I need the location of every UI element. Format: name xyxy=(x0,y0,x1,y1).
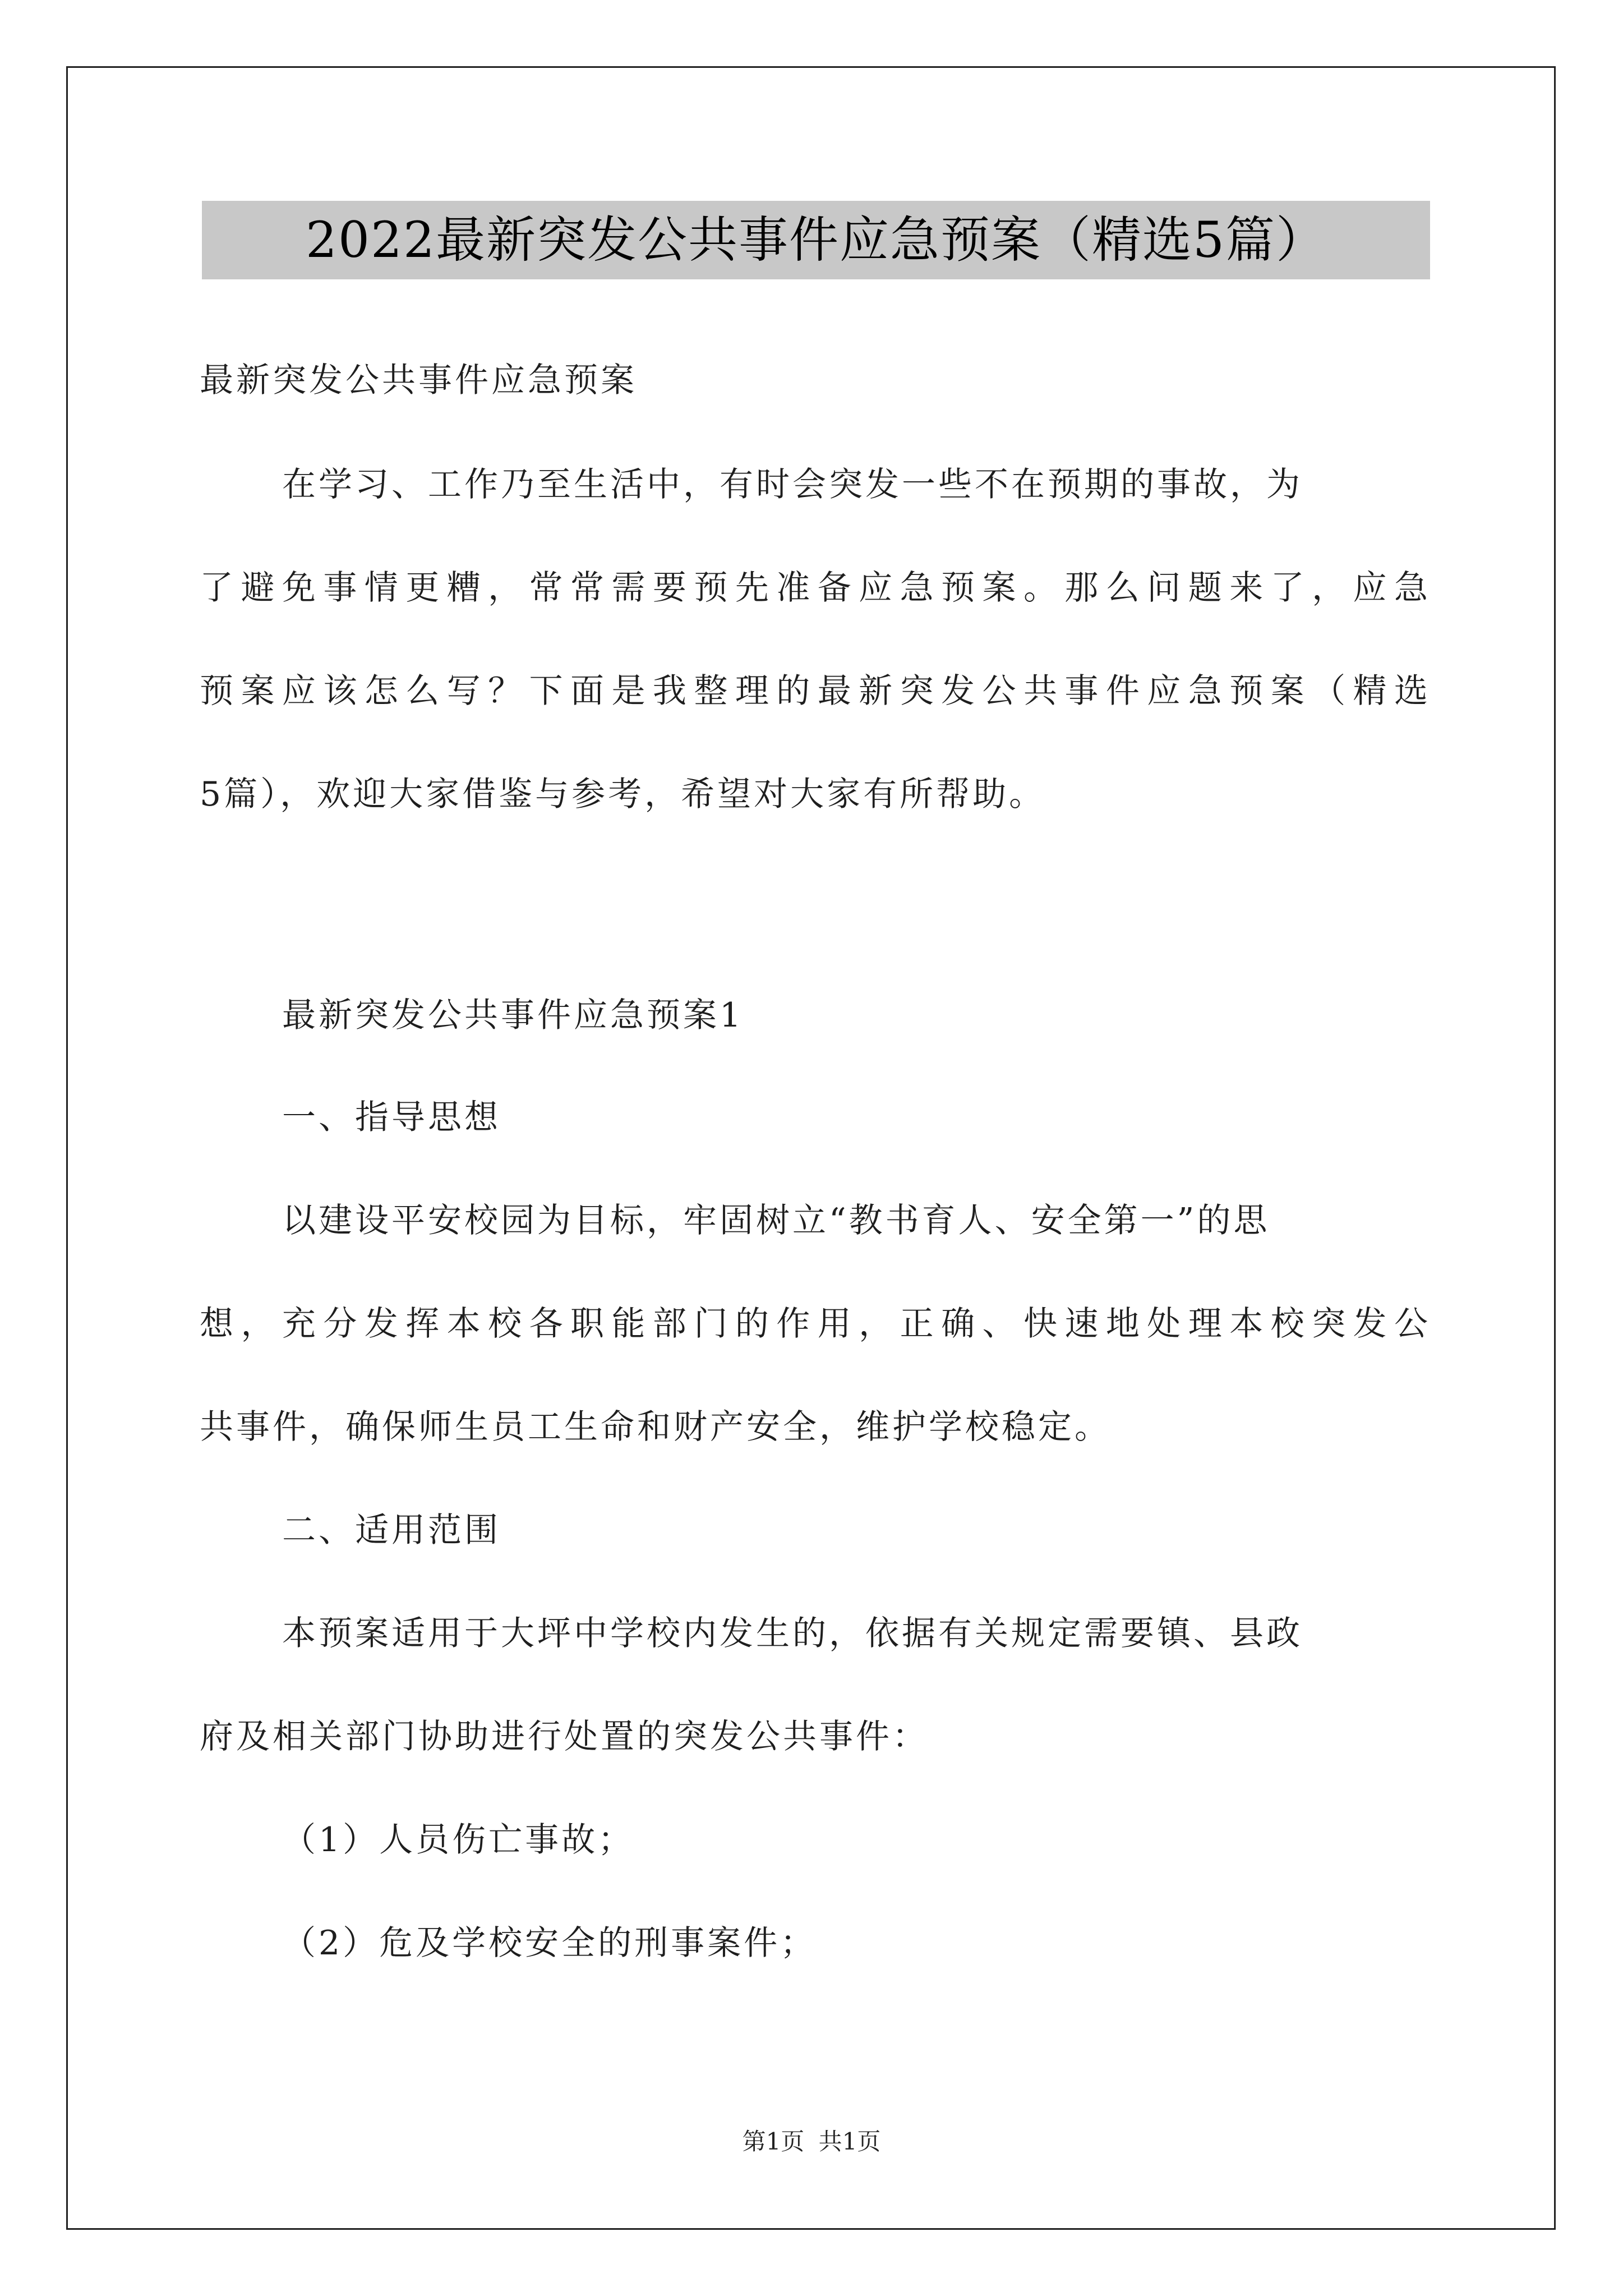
paragraph-line: 府及相关部门协助进行处置的突发公共事件： xyxy=(200,1717,929,1756)
paragraph-line: 共事件，确保师生员工生命和财产安全，维护学校稳定。 xyxy=(200,1407,1111,1447)
paragraph-line: 5篇），欢迎大家借鉴与参考，希望对大家有所帮助。 xyxy=(200,775,1046,814)
paragraph-line: 预案应该怎么写？下面是我整理的最新突发公共事件应急预案（精选 xyxy=(200,671,1428,711)
list-item: （1）人员伤亡事故； xyxy=(282,1820,635,1860)
title-highlight xyxy=(202,201,1430,279)
section-heading: 一、指导思想 xyxy=(282,1098,501,1137)
section-heading: 二、适用范围 xyxy=(282,1511,501,1550)
paragraph-line: 在学习、工作乃至生活中，有时会突发一些不在预期的事故，为 xyxy=(282,465,1303,504)
page-total: 共1页 xyxy=(818,2128,881,2155)
paragraph-line: 本预案适用于大坪中学校内发生的，依据有关规定需要镇、县政 xyxy=(282,1614,1303,1653)
document-title: 2022最新突发公共事件应急预案（精选5篇） xyxy=(306,211,1326,269)
section-heading: 最新突发公共事件应急预案1 xyxy=(282,996,744,1035)
list-item: （2）危及学校安全的刑事案件； xyxy=(282,1924,817,1963)
paragraph-line: 了避免事情更糟，常常需要预先准备应急预案。那么问题来了，应急 xyxy=(200,568,1428,608)
page-current: 第1页 xyxy=(742,2128,805,2155)
page-footer xyxy=(0,2125,1623,2159)
paragraph-line: 想，充分发挥本校各职能部门的作用，正确、快速地处理本校突发公 xyxy=(200,1304,1428,1343)
paragraph-line: 以建设平安校园为目标，牢固树立“教书育人、安全第一”的思 xyxy=(282,1201,1270,1240)
subtitle-line: 最新突发公共事件应急预案 xyxy=(200,361,637,400)
